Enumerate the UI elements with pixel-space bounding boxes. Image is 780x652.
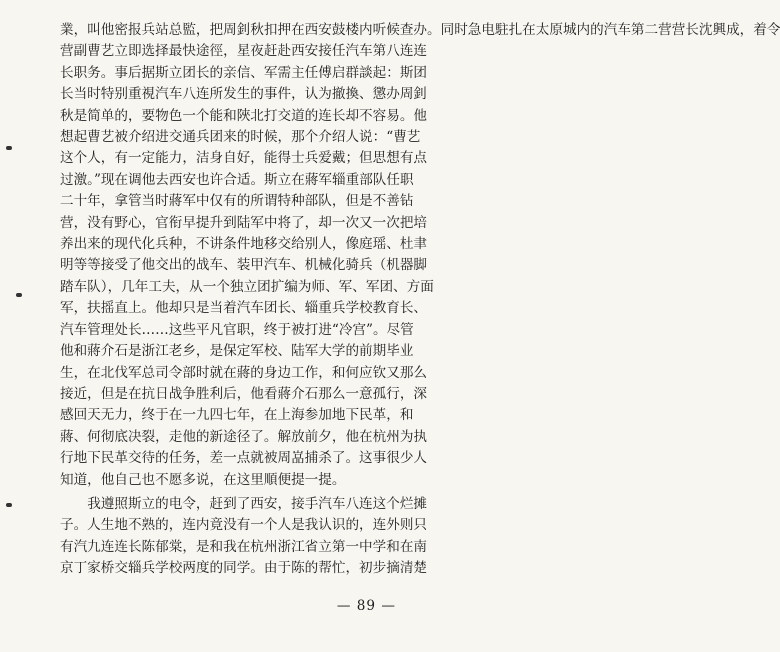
- paragraph: [60, 20, 780, 491]
- text-line: 汽车管理处长……这些平凡官职，终于被打进“冷宫”。尽管: [60, 321, 414, 338]
- text-line: 蔣、何彻底决裂，走他的新途径了。解放前夕，他在杭州为执: [60, 428, 428, 445]
- text-line: 子。人生地不熟的，连内竟没有一个人是我认识的，连外则只: [60, 517, 428, 534]
- text-line: 京丁家桥交辎兵学校两度的同学。由于陈的帮忙，初步摘清楚: [60, 560, 428, 577]
- text-line: 秋是简单的，要物色一个能和陜北打交道的连长却不容易。他: [60, 107, 428, 124]
- text-line: 长当时特别重視汽车八连所发生的事件，认为撤換、懲办周釗: [60, 86, 428, 103]
- margin-ink-mark: [6, 146, 12, 150]
- text-line: 营副曹艺立即选择最快途徑，星夜赶赴西安接任汽车第八连连: [60, 43, 428, 60]
- text-line: 感回天无力，终于在一九四七年，在上海参加地下民革，和: [60, 407, 414, 424]
- text-line: 养出来的现代化兵种，不讲条件地移交给别人，像庭瑶、杜聿: [60, 236, 428, 253]
- text-line: 这个人，有一定能力，洁身自好，能得士兵爱戴；但思想有点: [60, 150, 428, 167]
- text-line: 他和蔣介石是浙江老乡，是保定军校、陆军大学的前期毕业: [60, 343, 414, 360]
- paragraph: [60, 494, 428, 580]
- text-line: 营，没有野心，官衔早提升到陆军中将了，却一次又一次把培: [60, 214, 428, 231]
- margin-ink-mark: [16, 293, 22, 297]
- text-line: 業，叫他密报兵站总監，把周釗秋扣押在西安鼓楼内听候查办。同时急电駐扎在太原城内的汽车第二营营长沈興成，着令: [60, 22, 780, 38]
- page-number: — 89 —: [336, 598, 396, 614]
- text-line: 接近，但是在抗日战争胜利后，他看蔣介石那么一意孤行，深: [60, 385, 428, 402]
- text-line: 踏车队），几年工夫，从一个独立团扩编为师、军、军团、方面: [60, 278, 434, 295]
- text-line: 我遵照斯立的电令，赶到了西安，接手汽车八连这个烂摊: [87, 495, 428, 512]
- text-line: 想起曹艺被介绍进交通兵团来的时候，那个介绍人说：“曹艺: [60, 129, 421, 146]
- text-line: 军，扶摇直上。他却只是当着汽车团长、辎重兵学校教育长、: [60, 300, 428, 317]
- text-line: 过激。”现在调他去西安也许合适。斯立在蔣军辎重部队任职: [60, 171, 414, 188]
- margin-ink-mark: [6, 503, 12, 507]
- text-line: 长职务。事后据斯立团长的亲信、军需主任傅启群談起：斯团: [60, 64, 428, 81]
- text-line: 行地下民革交待的任务，差一点就被周嵓捕杀了。这事很少人: [60, 450, 428, 467]
- text-line: 二十年，拿管当时蔣军中仅有的所谓特种部队，但是不善钻: [60, 193, 414, 210]
- text-line: 知道，他自己也不愿多说，在这里順便提一提。: [60, 471, 346, 488]
- text-line: 明等等接受了他交出的战车、装甲汽车、机械化骑兵（机器脚: [60, 257, 428, 274]
- page-body-text: [60, 20, 780, 580]
- text-line: 生，在北伐军总司令部时就在蔣的身边工作，和何应钦又那么: [60, 364, 428, 381]
- text-line: 有汽九连连长陈郁棠，是和我在杭州浙江省立第一中学和在南: [60, 538, 428, 555]
